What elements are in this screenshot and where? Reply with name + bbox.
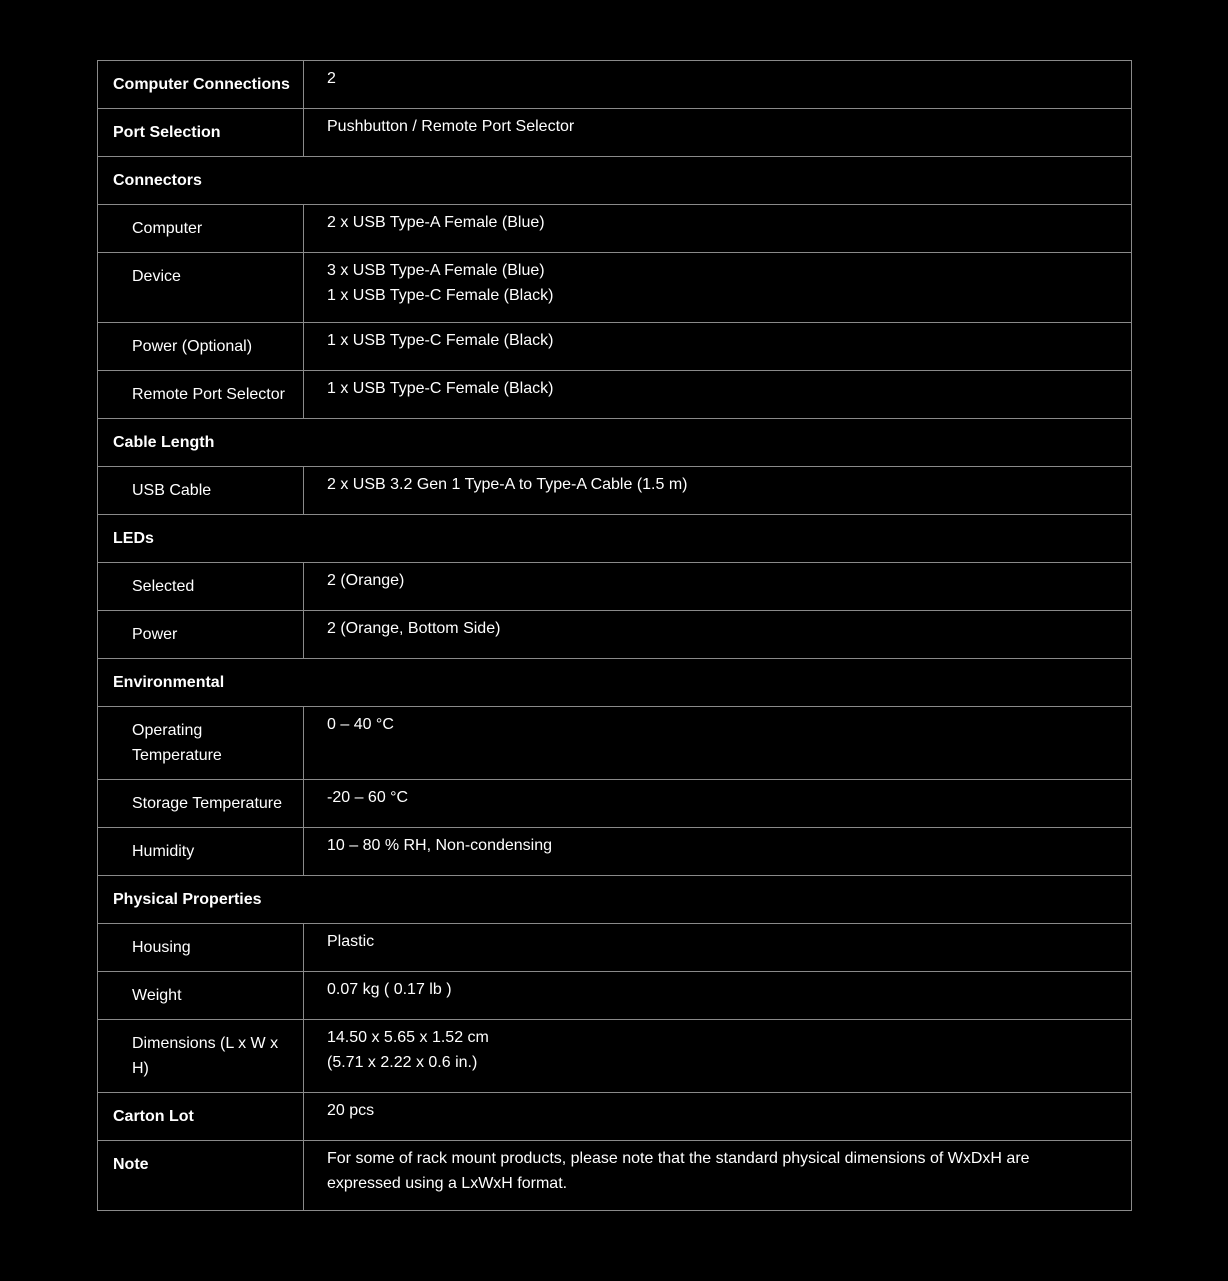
row-value: 0 – 40 °C [304, 707, 1132, 780]
row-value: 10 – 80 % RH, Non-condensing [304, 828, 1132, 876]
section-row [98, 157, 1132, 205]
label-line: H) [132, 1060, 149, 1077]
section-heading: LEDs [98, 515, 1132, 563]
row-label [98, 1020, 304, 1093]
table-row [98, 780, 1132, 828]
row-value: -20 – 60 °C [304, 780, 1132, 828]
label-line: Dimensions (L x W x [132, 1035, 279, 1052]
table-row [98, 109, 1132, 157]
section-heading: Physical Properties [98, 876, 1132, 924]
row-label: Remote Port Selector [98, 371, 304, 419]
row-value [304, 1141, 1132, 1211]
table-row [98, 828, 1132, 876]
row-value: 2 (Orange) [304, 563, 1132, 611]
value-line: 14.50 x 5.65 x 1.52 cm [327, 1029, 489, 1046]
row-label: Humidity [98, 828, 304, 876]
table-row [98, 61, 1132, 109]
row-value [304, 1020, 1132, 1093]
row-label: Selected [98, 563, 304, 611]
value-line: 3 x USB Type-A Female (Blue) [327, 262, 545, 279]
row-label: Port Selection [98, 109, 304, 157]
row-label: USB Cable [98, 467, 304, 515]
value-line: 1 x USB Type-C Female (Black) [327, 287, 554, 304]
row-label: Carton Lot [98, 1093, 304, 1141]
table-row [98, 924, 1132, 972]
section-row [98, 876, 1132, 924]
section-heading: Connectors [98, 157, 1132, 205]
table-row [98, 707, 1132, 780]
value-line: (5.71 x 2.22 x 0.6 in.) [327, 1054, 478, 1071]
row-label: Power (Optional) [98, 323, 304, 371]
row-value: 2 (Orange, Bottom Side) [304, 611, 1132, 659]
value-line: expressed using a LxWxH format. [327, 1175, 568, 1192]
row-label: Computer Connections [98, 61, 304, 109]
table-row [98, 205, 1132, 253]
table-row [98, 1093, 1132, 1141]
row-value: 1 x USB Type-C Female (Black) [304, 323, 1132, 371]
table-row [98, 371, 1132, 419]
row-label: Note [98, 1141, 304, 1211]
row-label: Weight [98, 972, 304, 1020]
table-row [98, 323, 1132, 371]
row-value: 2 x USB Type-A Female (Blue) [304, 205, 1132, 253]
section-heading: Cable Length [98, 419, 1132, 467]
section-row [98, 515, 1132, 563]
row-label: Housing [98, 924, 304, 972]
row-label: Storage Temperature [98, 780, 304, 828]
table-row [98, 611, 1132, 659]
value-line: For some of rack mount products, please note that the standard physical dimensions of WxDxH are [327, 1150, 1030, 1167]
table-row [98, 563, 1132, 611]
row-value: 2 [304, 61, 1132, 109]
row-label: Computer [98, 205, 304, 253]
row-value: 1 x USB Type-C Female (Black) [304, 371, 1132, 419]
label-line: Operating [132, 722, 203, 739]
table-row [98, 1020, 1132, 1093]
section-row [98, 659, 1132, 707]
table-row [98, 972, 1132, 1020]
table-row [98, 467, 1132, 515]
row-value: Pushbutton / Remote Port Selector [304, 109, 1132, 157]
label-line: Temperature [132, 747, 222, 764]
table-row [98, 1141, 1132, 1211]
row-value: Plastic [304, 924, 1132, 972]
table-row [98, 253, 1132, 323]
row-label: Device [98, 253, 304, 323]
section-row [98, 419, 1132, 467]
row-value [304, 253, 1132, 323]
specifications-table [97, 60, 1132, 1211]
row-label: Power [98, 611, 304, 659]
row-value: 0.07 kg ( 0.17 lb ) [304, 972, 1132, 1020]
section-heading: Environmental [98, 659, 1132, 707]
row-value: 20 pcs [304, 1093, 1132, 1141]
row-label [98, 707, 304, 780]
row-value: 2 x USB 3.2 Gen 1 Type-A to Type-A Cable (1.5 m) [304, 467, 1132, 515]
